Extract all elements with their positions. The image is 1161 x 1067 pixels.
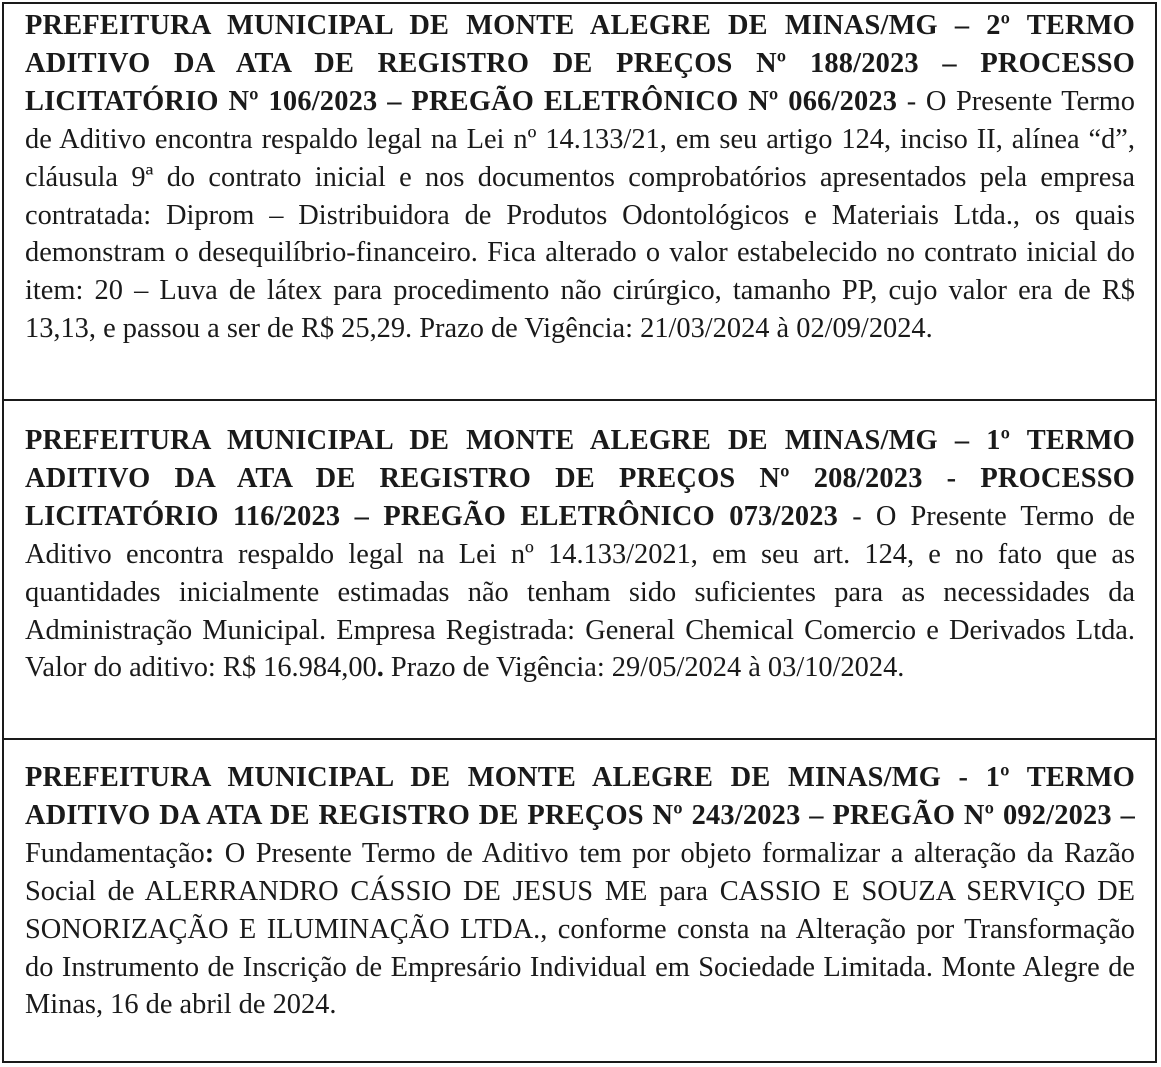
notice-termo-aditivo-208 <box>4 422 1155 687</box>
notice-bold-mark: : <box>204 837 215 869</box>
notice-body: - O Presente Termo de Aditivo encontra respaldo legal na Lei nº 14.133/2021, em seu art. 124, e no fato que as quantidades inicialmente estimadas não tenham sido suficientes para as necessidades da Administração Municipal. Empresa Registrada: General Chemical Comercio e Derivados Ltda. Valor do aditivo: R$ 16.984,00 <box>25 500 1135 684</box>
notice-body: - O Presente Termo de Aditivo encontra respaldo legal na Lei nº 14.133/21, em seu artigo 124, inciso II, alínea “d”, cláusula 9ª do contrato inicial e nos documentos comprobatórios apresentados pela empresa contratada: Diprom – Distribuidora de Produtos Odontológicos e Materiais Ltda., os quais demonstram o desequilíbrio-financeiro. Fica alterado o valor estabelecido no contrato inicial do item: 20 – Luva de látex para procedimento não cirúrgico, tamanho PP, cujo valor era de R$ 13,13, e passou a ser de R$ 25,29. Prazo de Vigência: 21/03/2024 à 02/09/2024. <box>25 85 1135 345</box>
notice-heading: PREFEITURA MUNICIPAL DE MONTE ALEGRE DE MINAS/MG – 2º TERMO ADITIVO DA ATA DE REGISTRO DE PREÇOS Nº 188/2023 – PROCESSO LICITATÓRIO Nº 106/2023 – PREGÃO ELETRÔNICO Nº 066/2023 <box>25 10 1135 117</box>
notice-bold-mark: . <box>376 652 384 684</box>
notice-body-continued: O Presente Termo de Aditivo tem por objeto formalizar a alteração da Razão Social de ALERRANDRO CÁSSIO DE JESUS ME para CASSIO E SOUZA SERVIÇO DE SONORIZAÇÃO E ILUMINAÇÃO LTDA., conforme consta na Alteração por Transformação do Instrumento de Inscrição de Empresário Individual em Sociedade Limitada. Monte Alegre de Minas, 16 de abril de 2024. <box>25 837 1135 1021</box>
notice-heading: PREFEITURA MUNICIPAL DE MONTE ALEGRE DE MINAS/MG – 1º TERMO ADITIVO DA ATA DE REGISTRO DE PREÇOS Nº 208/2023 - PROCESSO LICITATÓRIO 116/2023 – PREGÃO ELETRÔNICO 073/2023 <box>25 425 1135 532</box>
section-divider <box>4 738 1155 740</box>
notice-heading: PREFEITURA MUNICIPAL DE MONTE ALEGRE DE MINAS/MG - 1º TERMO ADITIVO DA ATA DE REGISTRO DE PREÇOS Nº 243/2023 – PREGÃO Nº 092/2023 – <box>25 762 1135 831</box>
notice-termo-aditivo-243 <box>4 759 1155 1024</box>
notice-termo-aditivo-188 <box>4 7 1155 348</box>
notice-body-continued: Prazo de Vigência: 29/05/2024 à 03/10/2024. <box>383 652 905 684</box>
notice-body: Fundamentação <box>25 837 205 869</box>
notice-page <box>2 2 1157 1063</box>
section-divider <box>4 399 1155 401</box>
